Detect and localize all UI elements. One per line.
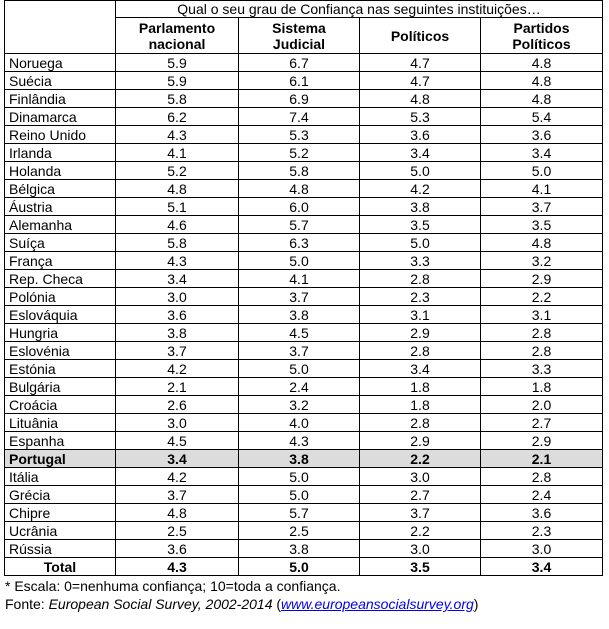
country-cell: Estónia <box>5 360 116 378</box>
value-cell: 3.2 <box>239 396 360 414</box>
value-cell: 4.8 <box>481 54 603 72</box>
value-cell: 4.1 <box>481 180 603 198</box>
country-cell: Hungria <box>5 324 116 342</box>
empty-corner-cell <box>5 1 116 54</box>
column-header-line: Políticos <box>390 27 450 44</box>
source-close: ) <box>473 596 479 612</box>
country-cell: Portugal <box>5 450 116 468</box>
value-cell: 5.7 <box>239 504 360 522</box>
table-row <box>5 522 603 540</box>
value-cell: 4.7 <box>360 54 481 72</box>
country-cell: Rússia <box>5 540 116 558</box>
value-cell: 2.2 <box>360 522 481 540</box>
table-row <box>5 306 603 324</box>
value-cell: 3.3 <box>481 360 603 378</box>
value-cell: 4.5 <box>116 432 239 450</box>
scale-note: * Escala: 0=nenhuma confiança; 10=toda a confiança. <box>5 578 341 594</box>
value-cell: 3.6 <box>116 540 239 558</box>
value-cell: 3.8 <box>360 198 481 216</box>
value-cell: 2.9 <box>481 270 603 288</box>
value-cell: 3.0 <box>360 540 481 558</box>
table-row <box>5 234 603 252</box>
country-cell: Suécia <box>5 72 116 90</box>
value-cell: 3.4 <box>360 144 481 162</box>
value-cell: 4.8 <box>481 234 603 252</box>
value-cell: 3.8 <box>239 540 360 558</box>
source-open: ( <box>272 596 282 612</box>
value-cell: 5.0 <box>360 162 481 180</box>
table-row <box>5 54 603 72</box>
value-cell: 3.4 <box>116 270 239 288</box>
table-row <box>5 450 603 468</box>
country-cell: Rep. Checa <box>5 270 116 288</box>
value-cell: 5.8 <box>116 90 239 108</box>
value-cell: 2.3 <box>360 288 481 306</box>
value-cell: 4.3 <box>239 432 360 450</box>
value-cell: 5.0 <box>360 234 481 252</box>
country-cell: Chipre <box>5 504 116 522</box>
value-cell: 5.3 <box>360 108 481 126</box>
value-cell: 4.8 <box>116 180 239 198</box>
country-cell: Dinamarca <box>5 108 116 126</box>
value-cell: 3.2 <box>481 252 603 270</box>
country-cell: Eslovénia <box>5 342 116 360</box>
column-header-line: Sistema <box>272 19 326 36</box>
table-row <box>5 414 603 432</box>
value-cell: 6.0 <box>239 198 360 216</box>
value-cell: 2.8 <box>481 468 603 486</box>
table-row <box>5 144 603 162</box>
table-row <box>5 468 603 486</box>
country-cell: Irlanda <box>5 144 116 162</box>
table-row <box>5 378 603 396</box>
column-header-line: Partidos <box>513 19 570 36</box>
value-cell: 3.6 <box>116 306 239 324</box>
value-cell: 5.0 <box>239 468 360 486</box>
column-header <box>116 18 239 54</box>
table-row <box>5 162 603 180</box>
value-cell: 3.8 <box>239 450 360 468</box>
value-cell: 2.9 <box>481 432 603 450</box>
column-header-line: nacional <box>148 35 206 52</box>
value-cell: 4.3 <box>116 252 239 270</box>
value-cell: 3.5 <box>481 216 603 234</box>
country-cell: Holanda <box>5 162 116 180</box>
value-cell: 3.0 <box>116 288 239 306</box>
document <box>4 0 602 613</box>
column-header-line: Parlamento <box>138 19 216 36</box>
value-cell: 4.1 <box>239 270 360 288</box>
table-row <box>5 72 603 90</box>
table-row <box>5 108 603 126</box>
value-cell: 7.4 <box>239 108 360 126</box>
value-cell: 4.7 <box>360 72 481 90</box>
column-header-line: Judicial <box>272 35 326 52</box>
value-cell: 2.8 <box>360 342 481 360</box>
column-header <box>239 18 360 54</box>
value-cell: 3.4 <box>481 144 603 162</box>
value-cell: 5.0 <box>239 360 360 378</box>
super-header-row <box>5 1 603 18</box>
value-cell: 3.6 <box>481 126 603 144</box>
country-cell: Eslováquia <box>5 306 116 324</box>
value-cell: 3.7 <box>239 288 360 306</box>
value-cell: 4.8 <box>116 504 239 522</box>
table-row <box>5 252 603 270</box>
country-cell: Grécia <box>5 486 116 504</box>
value-cell: 3.8 <box>239 306 360 324</box>
value-cell: 4.2 <box>116 360 239 378</box>
value-cell: 3.4 <box>116 450 239 468</box>
value-cell: 3.8 <box>116 324 239 342</box>
table-row <box>5 288 603 306</box>
value-cell: 5.1 <box>116 198 239 216</box>
value-cell: 5.3 <box>239 126 360 144</box>
value-cell: 3.7 <box>360 504 481 522</box>
value-cell: 1.8 <box>360 378 481 396</box>
country-cell: Espanha <box>5 432 116 450</box>
value-cell: 3.7 <box>116 342 239 360</box>
value-cell: 5.8 <box>116 234 239 252</box>
value-cell: 4.2 <box>360 180 481 198</box>
value-cell: 3.0 <box>481 540 603 558</box>
value-cell: 2.1 <box>116 378 239 396</box>
country-cell: Ucrânia <box>5 522 116 540</box>
value-cell: 5.2 <box>239 144 360 162</box>
country-cell: Finlândia <box>5 90 116 108</box>
value-cell: 2.2 <box>360 450 481 468</box>
value-cell: 5.9 <box>116 54 239 72</box>
table-row <box>5 270 603 288</box>
source-note <box>5 595 602 613</box>
value-cell: 5.9 <box>116 72 239 90</box>
value-cell: 2.5 <box>116 522 239 540</box>
value-cell: 2.9 <box>360 324 481 342</box>
value-cell: 4.8 <box>239 180 360 198</box>
value-cell: 4.0 <box>239 414 360 432</box>
value-cell: 3.0 <box>116 414 239 432</box>
value-cell: 2.0 <box>481 396 603 414</box>
table-row <box>5 396 603 414</box>
table-row <box>5 342 603 360</box>
value-cell: 3.7 <box>481 198 603 216</box>
source-prefix: Fonte: <box>5 596 49 612</box>
table-row <box>5 324 603 342</box>
value-cell: 3.1 <box>481 306 603 324</box>
country-cell: Reino Unido <box>5 126 116 144</box>
value-cell: 3.1 <box>360 306 481 324</box>
country-cell: Itália <box>5 468 116 486</box>
table-row <box>5 504 603 522</box>
country-cell: Polónia <box>5 288 116 306</box>
table-row <box>5 360 603 378</box>
value-cell: 5.2 <box>116 162 239 180</box>
trust-table <box>4 0 603 576</box>
value-cell: 2.7 <box>360 486 481 504</box>
column-header <box>481 18 603 54</box>
value-cell: 2.9 <box>360 432 481 450</box>
country-cell: Suíça <box>5 234 116 252</box>
value-cell: 2.7 <box>481 414 603 432</box>
value-cell: 3.4 <box>481 558 603 576</box>
country-cell: Bulgária <box>5 378 116 396</box>
value-cell: 6.9 <box>239 90 360 108</box>
source-link[interactable]: www.europeansocialsurvey.org <box>281 596 474 612</box>
value-cell: 3.4 <box>360 360 481 378</box>
value-cell: 2.4 <box>481 486 603 504</box>
table-row <box>5 540 603 558</box>
table-row <box>5 216 603 234</box>
value-cell: 4.8 <box>360 90 481 108</box>
value-cell: 4.3 <box>116 126 239 144</box>
value-cell: 5.0 <box>239 486 360 504</box>
value-cell: 4.8 <box>481 72 603 90</box>
value-cell: 2.4 <box>239 378 360 396</box>
value-cell: 2.5 <box>239 522 360 540</box>
value-cell: 5.0 <box>481 162 603 180</box>
total-row <box>5 558 603 576</box>
notes <box>4 577 602 613</box>
table-row <box>5 198 603 216</box>
source-title: European Social Survey, 2002-2014 <box>48 596 273 612</box>
value-cell: 5.0 <box>239 558 360 576</box>
super-header: Qual o seu grau de Confiança nas seguintes instituições… <box>116 1 603 18</box>
country-cell: Croácia <box>5 396 116 414</box>
table-row <box>5 432 603 450</box>
value-cell: 4.1 <box>116 144 239 162</box>
value-cell: 6.2 <box>116 108 239 126</box>
table-row <box>5 180 603 198</box>
value-cell: 1.8 <box>481 378 603 396</box>
column-header <box>360 18 481 54</box>
value-cell: 6.7 <box>239 54 360 72</box>
value-cell: 3.6 <box>481 504 603 522</box>
value-cell: 3.6 <box>360 126 481 144</box>
country-cell: França <box>5 252 116 270</box>
value-cell: 6.1 <box>239 72 360 90</box>
table-row <box>5 126 603 144</box>
value-cell: 2.3 <box>481 522 603 540</box>
table-row <box>5 486 603 504</box>
value-cell: 1.8 <box>360 396 481 414</box>
value-cell: 4.5 <box>239 324 360 342</box>
value-cell: 5.4 <box>481 108 603 126</box>
value-cell: 5.8 <box>239 162 360 180</box>
value-cell: 3.0 <box>360 468 481 486</box>
country-cell: Lituânia <box>5 414 116 432</box>
value-cell: 4.8 <box>481 90 603 108</box>
table-row <box>5 90 603 108</box>
country-cell: Áustria <box>5 198 116 216</box>
table-body <box>5 54 603 576</box>
country-cell: Alemanha <box>5 216 116 234</box>
value-cell: 2.8 <box>360 414 481 432</box>
value-cell: 2.8 <box>481 324 603 342</box>
value-cell: 5.7 <box>239 216 360 234</box>
value-cell: 3.5 <box>360 558 481 576</box>
country-cell: Bélgica <box>5 180 116 198</box>
value-cell: 2.8 <box>360 270 481 288</box>
value-cell: 3.5 <box>360 216 481 234</box>
value-cell: 4.6 <box>116 216 239 234</box>
value-cell: 4.3 <box>116 558 239 576</box>
value-cell: 2.2 <box>481 288 603 306</box>
value-cell: 6.3 <box>239 234 360 252</box>
value-cell: 2.1 <box>481 450 603 468</box>
value-cell: 3.3 <box>360 252 481 270</box>
column-header-line: Políticos <box>512 35 571 52</box>
value-cell: 2.8 <box>481 342 603 360</box>
value-cell: 3.7 <box>239 342 360 360</box>
country-cell: Noruega <box>5 54 116 72</box>
value-cell: 4.2 <box>116 468 239 486</box>
value-cell: 5.0 <box>239 252 360 270</box>
value-cell: 2.6 <box>116 396 239 414</box>
country-cell: Total <box>5 558 116 576</box>
value-cell: 3.7 <box>116 486 239 504</box>
